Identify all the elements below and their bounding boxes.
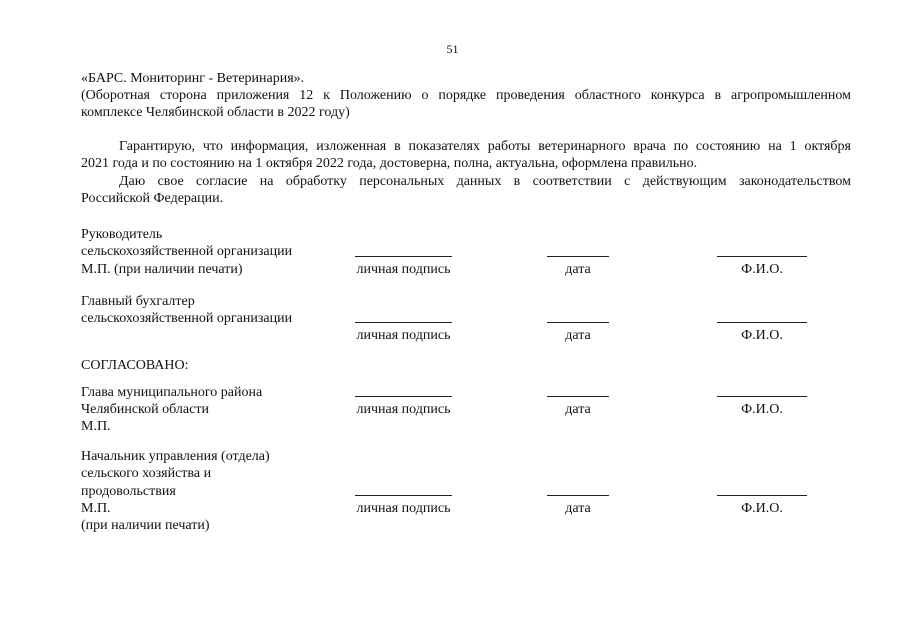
date-caption: дата (565, 262, 591, 277)
role-label-line: Руководитель (81, 227, 163, 242)
stamp-label: М.П. (81, 419, 111, 434)
date-line (547, 396, 609, 397)
fio-caption: Ф.И.О. (741, 501, 783, 516)
date-line (547, 322, 609, 323)
guarantee-text-line-1: Гарантирую, что информация, изложенная в показателях работы ветеринарного врача по состоянию на 1 октября (119, 139, 851, 154)
signature-caption: личная подпись (356, 402, 451, 417)
signature-line (355, 322, 452, 323)
fio-line (717, 256, 807, 257)
date-caption: дата (565, 501, 591, 516)
role-label-line: сельскохозяйственной организации (81, 311, 293, 326)
stamp-label: М.П. (при наличии печати) (81, 262, 243, 277)
fio-caption: Ф.И.О. (741, 328, 783, 343)
document-subtitle-line-1: (Оборотная сторона приложения 12 к Положению о порядке проведения областного конкурса в агропромышленном (81, 88, 851, 103)
role-label-line: Челябинской области (81, 402, 209, 417)
fio-caption: Ф.И.О. (741, 262, 783, 277)
guarantee-text-line-2: 2021 года и по состоянию на 1 октября 2022 года, достоверна, полна, актуальна, оформлена правильно. (81, 156, 698, 171)
signature-line (355, 256, 452, 257)
date-line (547, 495, 609, 496)
signature-line (355, 396, 452, 397)
stamp-label: М.П. (81, 501, 111, 516)
consent-text-line-1: Даю свое согласие на обработку персональных данных в соответствии с действующим законодательством (119, 174, 851, 189)
role-label-line: Главный бухгалтер (81, 294, 195, 309)
agreed-label: СОГЛАСОВАНО: (81, 358, 189, 373)
role-label-line: Начальник управления (отдела) (81, 449, 270, 464)
role-label-line: продовольствия (81, 484, 176, 499)
fio-line (717, 396, 807, 397)
signature-caption: личная подпись (356, 501, 451, 516)
date-caption: дата (565, 328, 591, 343)
date-caption: дата (565, 402, 591, 417)
signature-caption: личная подпись (356, 262, 451, 277)
document-subtitle-line-2: комплексе Челябинской области в 2022 году) (81, 105, 350, 120)
fio-caption: Ф.И.О. (741, 402, 783, 417)
role-label-line: сельского хозяйства и (81, 466, 212, 481)
signature-caption: личная подпись (356, 328, 451, 343)
role-label-line: Глава муниципального района (81, 385, 263, 400)
date-line (547, 256, 609, 257)
signature-line (355, 495, 452, 496)
stamp-note: (при наличии печати) (81, 518, 210, 533)
role-label-line: сельскохозяйственной организации (81, 244, 293, 259)
fio-line (717, 495, 807, 496)
consent-text-line-2: Российской Федерации. (81, 191, 224, 206)
document-title: «БАРС. Мониторинг - Ветеринария». (81, 71, 305, 86)
fio-line (717, 322, 807, 323)
page-number: 51 (446, 42, 459, 56)
